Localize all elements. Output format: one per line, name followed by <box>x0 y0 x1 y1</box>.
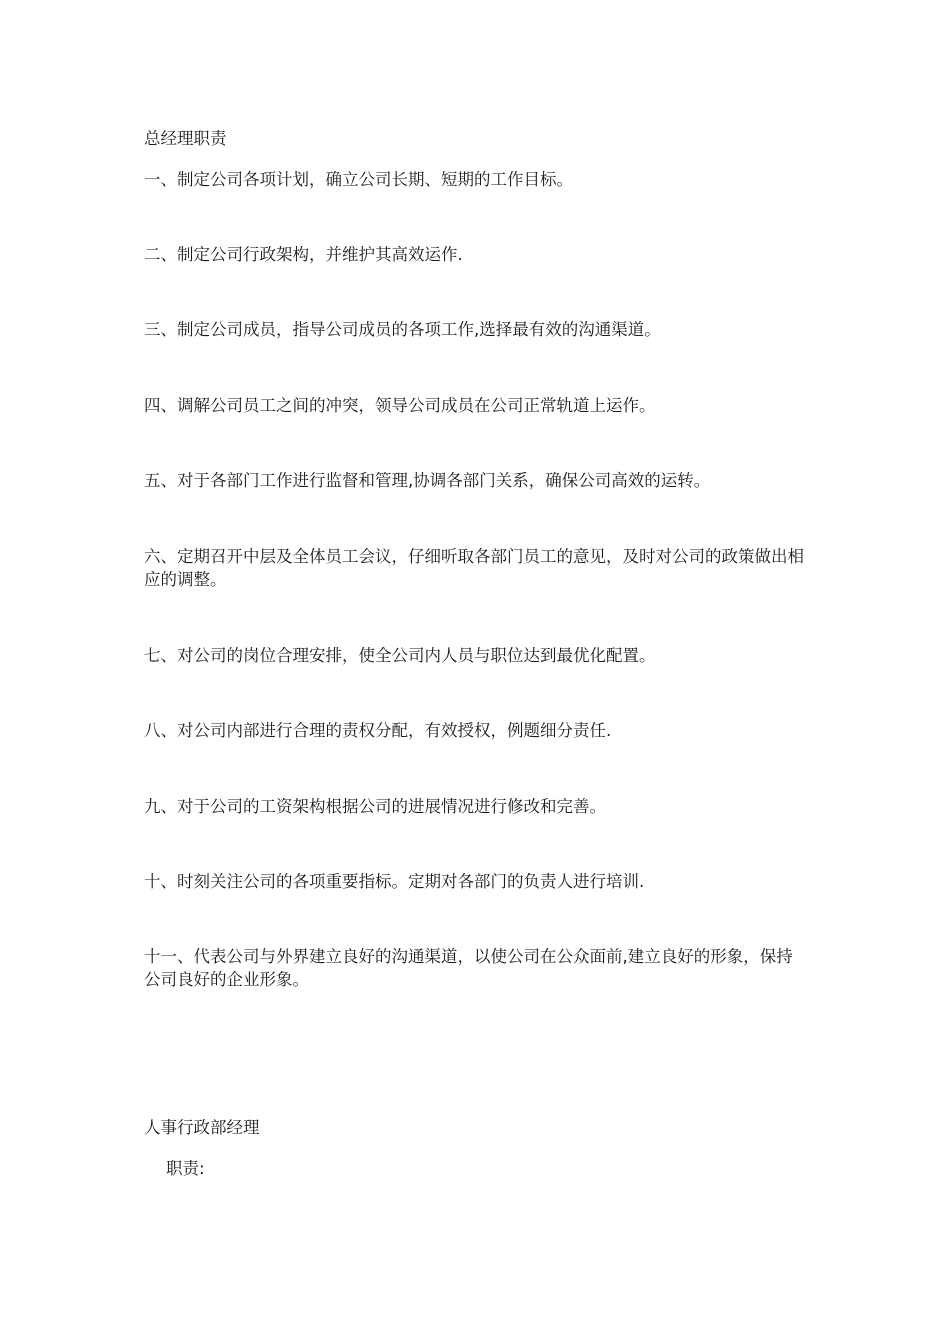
duty-item-7: 七、对公司的岗位合理安排，使全公司内人员与职位达到最优化配置。 <box>144 646 656 665</box>
duty-item-8: 八、对公司内部进行合理的责权分配，有效授权，例题细分责任. <box>144 721 612 740</box>
duty-item-2: 二、制定公司行政架构，并维护其高效运作. <box>144 245 463 264</box>
duty-item-3: 三、制定公司成员，指导公司成员的各项工作,选择最有效的沟通渠道。 <box>144 320 661 339</box>
section-title-general-manager: 总经理职责 <box>144 129 227 148</box>
duty-item-4: 四、调解公司员工之间的冲突，领导公司成员在公司正常轨道上运作。 <box>144 396 656 415</box>
duty-item-11: 十一、代表公司与外界建立良好的沟通渠道，以使公司在公众面前,建立良好的形象，保持公司良好的企业形象。 <box>144 947 793 989</box>
duty-item-10: 十、时刻关注公司的各项重要指标。定期对各部门的负责人进行培训. <box>144 872 645 891</box>
duty-item-1: 一、制定公司各项计划，确立公司长期、短期的工作目标。 <box>144 170 573 189</box>
section-title-hr-admin-manager: 人事行政部经理 <box>144 1118 260 1137</box>
section-subtitle-duties: 职责: <box>166 1159 205 1178</box>
duty-item-5: 五、对于各部门工作进行监督和管理,协调各部门关系，确保公司高效的运转。 <box>144 471 711 490</box>
duty-item-6: 六、定期召开中层及全体员工会议，仔细听取各部门员工的意见，及时对公司的政策做出相应的调整。 <box>144 547 804 589</box>
duty-item-9: 九、对于公司的工资架构根据公司的进展情况进行修改和完善。 <box>144 797 606 816</box>
